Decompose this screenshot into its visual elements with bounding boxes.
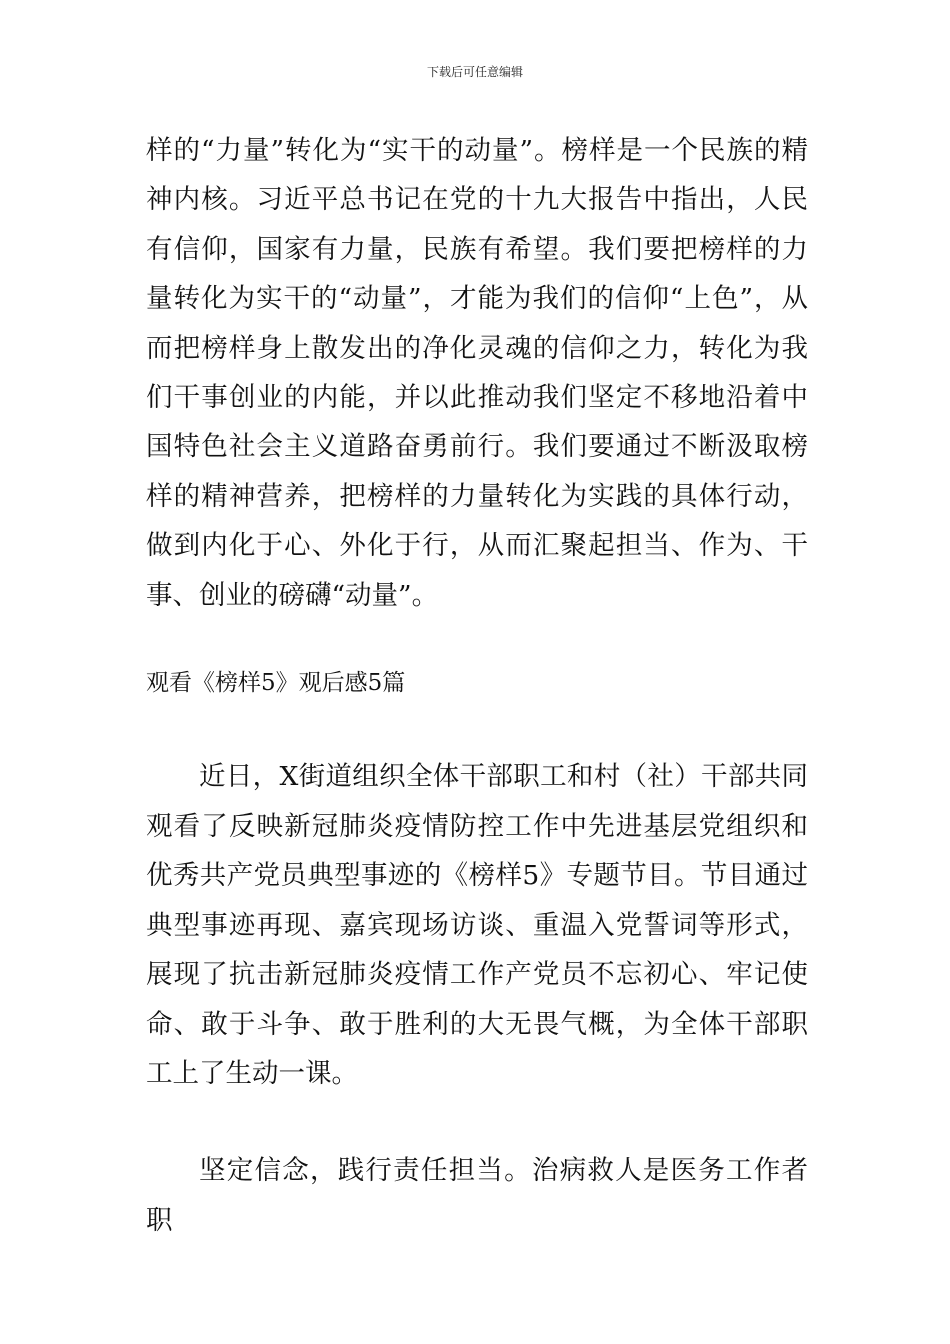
document-body xyxy=(146,126,808,1245)
paragraph-spacer xyxy=(146,1098,808,1146)
header-note: 下载后可任意编辑 xyxy=(426,65,523,79)
section-title: 观看《榜样5》观后感5篇 xyxy=(146,670,406,697)
paragraph-belief: 坚定信念，践行责任担当。治病救人是医务工作者职 xyxy=(146,1155,808,1236)
paragraph-intro: 近日，X街道组织全体干部职工和村（社）干部共同观看了反映新冠肺炎疫情防控工作中先进基层党组织和优秀共产党员典型事迹的《榜样5》专题节目。节目通过典型事迹再现、嘉宾现场访谈、重温入党誓词等形式，展现了抗击新冠肺炎疫情工作产党员不忘初心、牢记使命、敢于斗争、敢于胜利的大无畏气概，为全体干部职工上了生动一课。 xyxy=(146,761,808,1089)
paragraph-continuation: 样的“力量”转化为“实干的动量”。榜样是一个民族的精神内核。习近平总书记在党的十九大报告中指出，人民有信仰，国家有力量，民族有希望。我们要把榜样的力量转化为实干的“动量”，才能为我们的信仰“上色”，从而把榜样身上散发出的净化灵魂的信仰之力，转化为我们干事创业的内能，并以此推动我们坚定不移地沿着中国特色社会主义道路奋勇前行。我们要通过不断汲取榜样的精神营养，把榜样的力量转化为实践的具体行动，做到内化于心、外化于行，从而汇聚起担当、作为、干事、创业的磅礴“动量”。 xyxy=(146,135,808,611)
paragraph-spacer xyxy=(146,708,808,752)
paragraph-spacer xyxy=(146,620,808,659)
